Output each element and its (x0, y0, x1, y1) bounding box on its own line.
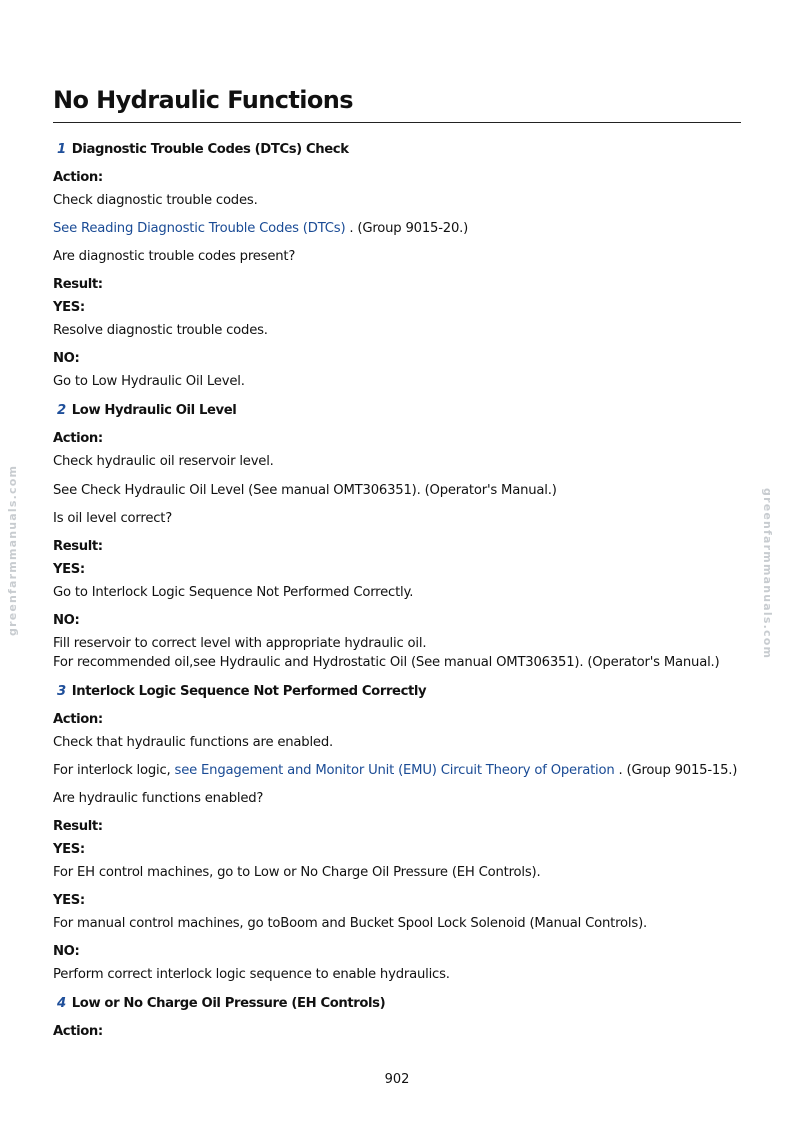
no-text-2: For recommended oil,see Hydraulic and Hydrostatic Oil (See manual OMT306351). (Operator's Manual.) (53, 655, 720, 670)
step-number: 4 (57, 996, 66, 1011)
step-title: Low or No Charge Oil Pressure (EH Controls) (71, 996, 386, 1011)
step-heading-3 (53, 683, 426, 701)
document-page (53, 0, 741, 1122)
reference-line (53, 220, 468, 238)
reference-text: See Check Hydraulic Oil Level (See manual OMT306351). (Operator's Manual.) (53, 483, 557, 498)
no-text: Go to Low Hydraulic Oil Level. (53, 374, 245, 389)
page-number: 902 (384, 1072, 410, 1087)
watermark-right: greenfarmmanuals.com (761, 488, 774, 660)
page-title: No Hydraulic Functions (53, 86, 353, 114)
yes-text-2: For manual control machines, go toBoom and Bucket Spool Lock Solenoid (Manual Controls). (53, 916, 648, 931)
action-label: Action: (53, 1024, 103, 1039)
yes-text-1: For EH control machines, go to Low or No Charge Oil Pressure (EH Controls). (53, 865, 541, 880)
question-text: Are diagnostic trouble codes present? (53, 249, 296, 264)
title-divider (53, 122, 741, 123)
action-label: Action: (53, 431, 103, 446)
question-text: Are hydraulic functions enabled? (53, 791, 264, 806)
reference-link[interactable]: See Reading Diagnostic Trouble Codes (DTCs) (53, 221, 346, 236)
no-label: NO: (53, 351, 80, 366)
reference-head: For interlock logic, (53, 763, 175, 778)
action-label: Action: (53, 712, 103, 727)
yes-label: YES: (53, 842, 85, 857)
action-label: Action: (53, 170, 103, 185)
step-title: Low Hydraulic Oil Level (71, 403, 237, 418)
question-text: Is oil level correct? (53, 511, 173, 526)
reference-tail: . (Group 9015-20.) (345, 221, 469, 236)
step-heading-2 (53, 402, 236, 420)
action-text: Check diagnostic trouble codes. (53, 193, 258, 208)
step-heading-4 (53, 995, 385, 1013)
no-text-1: Fill reservoir to correct level with appropriate hydraulic oil. (53, 636, 427, 651)
watermark-left: greenfarmmanuals.com (6, 464, 19, 636)
action-text: Check that hydraulic functions are enabled. (53, 735, 334, 750)
result-label: Result: (53, 539, 103, 554)
no-label: NO: (53, 944, 80, 959)
action-text: Check hydraulic oil reservoir level. (53, 454, 274, 469)
reference-tail: . (Group 9015-15.) (614, 763, 738, 778)
step-title: Interlock Logic Sequence Not Performed Correctly (71, 684, 427, 699)
no-text: Perform correct interlock logic sequence to enable hydraulics. (53, 967, 450, 982)
reference-line (53, 762, 737, 780)
step-number: 1 (57, 142, 66, 157)
yes-label-2: YES: (53, 893, 85, 908)
yes-label: YES: (53, 562, 85, 577)
yes-text: Resolve diagnostic trouble codes. (53, 323, 268, 338)
result-label: Result: (53, 277, 103, 292)
step-title: Diagnostic Trouble Codes (DTCs) Check (71, 142, 349, 157)
yes-label: YES: (53, 300, 85, 315)
step-number: 3 (57, 684, 66, 699)
step-number: 2 (57, 403, 66, 418)
result-label: Result: (53, 819, 103, 834)
step-heading-1 (53, 141, 349, 159)
reference-link[interactable]: see Engagement and Monitor Unit (EMU) Circuit Theory of Operation (174, 763, 615, 778)
no-label: NO: (53, 613, 80, 628)
yes-text: Go to Interlock Logic Sequence Not Performed Correctly. (53, 585, 414, 600)
